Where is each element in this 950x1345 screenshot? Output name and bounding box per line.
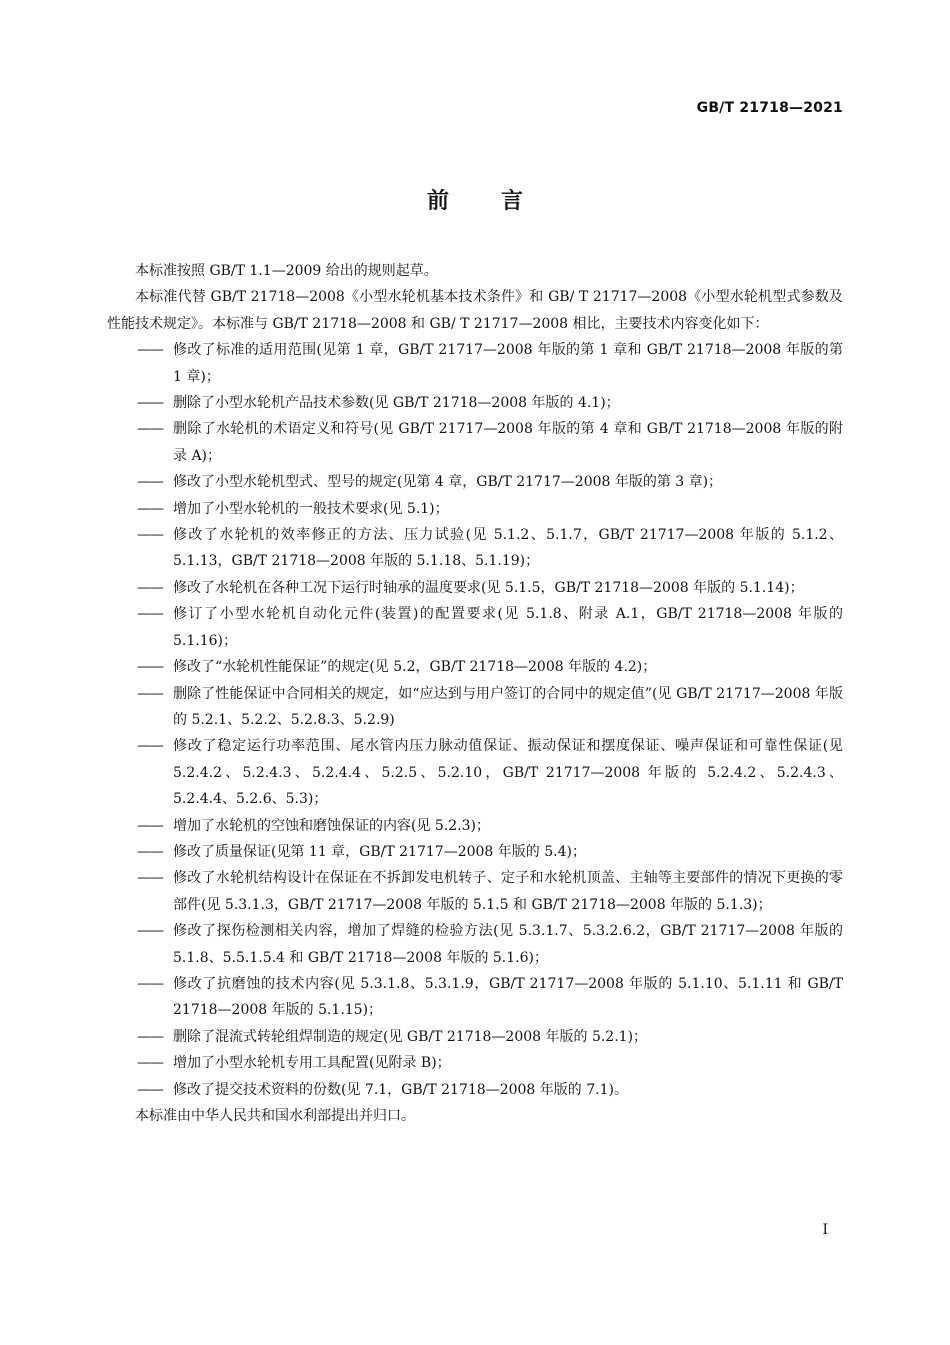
dash-marker: ——	[137, 659, 163, 676]
list-item	[107, 601, 843, 654]
dash-marker: ——	[137, 975, 163, 992]
dash-marker: ——	[137, 923, 163, 940]
list-item	[107, 865, 843, 918]
dash-marker: ——	[137, 342, 163, 359]
list-item-text: 删除了性能保证中合同相关的规定，如“应达到与用户签订的合同中的规定值”(见 GB/T 21717—2008 年版的 5.2.1、5.2.2、5.2.8.3、5.2.9)	[173, 685, 843, 728]
page-number: I	[822, 1222, 828, 1238]
list-item-text: 增加了水轮机的空蚀和磨蚀保证的内容(见 5.2.3)；	[173, 817, 490, 834]
list-item-text: 修改了“水轮机性能保证”的规定(见 5.2，GB/T 21718—2008 年版的 4.2)；	[173, 659, 657, 676]
dash-marker: ——	[137, 738, 163, 755]
list-item	[107, 654, 843, 680]
list-item-text: 修订了小型水轮机自动化元件(装置)的配置要求(见 5.1.8、附录 A.1，GB/T 21718—2008 年版的 5.1.16)；	[173, 606, 843, 649]
list-item-text: 修改了小型水轮机型式、型号的规定(见第 4 章，GB/T 21717—2008 年版的第 3 章)；	[173, 474, 723, 491]
list-item	[107, 416, 843, 469]
list-item-text: 修改了水轮机的效率修正的方法、压力试验(见 5.1.2、5.1.7，GB/T 21717—2008 年版的 5.1.2、5.1.13，GB/T 21718—2008 年版的 5.1.18、5.1.19)；	[173, 527, 843, 570]
dash-marker: ——	[137, 395, 163, 412]
list-item-text: 删除了小型水轮机产品技术参数(见 GB/T 21718—2008 年版的 4.1)；	[173, 395, 620, 412]
list-item-text: 修改了抗磨蚀的技术内容(见 5.3.1.8、5.3.1.9，GB/T 21717—2008 年版的 5.1.10、5.1.11 和 GB/T 21718—2008 年版的 5.1.15)；	[173, 975, 843, 1019]
list-item-text: 删除了混流式转轮组焊制造的规定(见 GB/T 21718—2008 年版的 5.2.1)；	[173, 1028, 648, 1045]
list-item	[107, 390, 843, 416]
list-item	[107, 971, 843, 1024]
closing-paragraph: 本标准由中华人民共和国水利部提出并归口。	[135, 1108, 415, 1124]
dash-marker: ——	[137, 1055, 163, 1072]
dash-marker: ——	[137, 1028, 163, 1045]
list-item-text: 修改了探伤检测相关内容，增加了焊缝的检验方法(见 5.3.1.7、5.3.2.6.2，GB/T 21717—2008 年版的 5.1.8、5.5.1.5.4 和 GB/T 21718—2008 年版的 5.1.6)；	[173, 923, 843, 966]
foreword-body	[107, 258, 843, 1129]
list-item-text: 修改了标准的适用范围(见第 1 章，GB/T 21717—2008 年版的第 1 章和 GB/T 21718—2008 年版的第 1 章)；	[173, 342, 843, 385]
standard-number: GB/T 21718—2021	[696, 100, 843, 116]
dash-marker: ——	[137, 421, 163, 438]
list-item-text: 增加了小型水轮机的一般技术要求(见 5.1)；	[173, 500, 449, 517]
dash-marker: ——	[137, 474, 163, 491]
list-item-text: 修改了水轮机在各种工况下运行时轴承的温度要求(见 5.1.5，GB/T 21718—2008 年版的 5.1.14)；	[173, 579, 804, 596]
intro-paragraph-1: 本标准按照 GB/T 1.1—2009 给出的规则起草。	[135, 263, 438, 279]
dash-marker: ——	[137, 579, 163, 596]
list-item-text: 修改了质量保证(见第 11 章，GB/T 21717—2008 年版的 5.4)；	[173, 843, 586, 860]
dash-marker: ——	[137, 527, 163, 544]
list-item-text: 修改了水轮机结构设计在保证在不拆卸发电机转子、定子和水轮机顶盖、主轴等主要部件的情况下更换的零部件(见 5.3.1.3，GB/T 21717—2008 年版的 5.1.5 和 GB/T 21718—2008 年版的 5.1.3)；	[173, 870, 843, 913]
list-item	[107, 839, 843, 865]
dash-marker: ——	[137, 817, 163, 834]
page-title: 前言	[426, 189, 575, 214]
list-item	[107, 337, 843, 390]
dash-marker: ——	[137, 1081, 163, 1098]
list-item	[107, 1024, 843, 1050]
list-item	[107, 575, 843, 601]
list-item	[107, 496, 843, 522]
list-item	[107, 918, 843, 971]
list-item	[107, 733, 843, 812]
list-item	[107, 1050, 843, 1076]
list-item-text: 增加了小型水轮机专用工具配置(见附录 B)；	[173, 1055, 451, 1072]
intro-paragraph-2: 本标准代替 GB/T 21718—2008《小型水轮机基本技术条件》和 GB/ T 21717—2008《小型水轮机型式参数及性能技术规定》。本标准与 GB/T 21718—2008 和 GB/ T 21717—2008 相比，主要技术内容变化如下：	[107, 289, 843, 332]
list-item	[107, 681, 843, 734]
list-item	[107, 1077, 843, 1103]
list-item-text: 删除了水轮机的术语定义和符号(见 GB/T 21717—2008 年版的第 4 章和 GB/T 21718—2008 年版的附录 A)；	[173, 421, 843, 464]
dash-marker: ——	[137, 870, 163, 887]
list-item-text: 修改了提交技术资料的份数(见 7.1，GB/T 21718—2008 年版的 7.1)。	[173, 1081, 628, 1098]
list-item	[107, 522, 843, 575]
changes-list	[107, 337, 843, 1103]
list-item	[107, 813, 843, 839]
dash-marker: ——	[137, 843, 163, 860]
dash-marker: ——	[137, 500, 163, 517]
dash-marker: ——	[137, 606, 163, 623]
dash-marker: ——	[137, 685, 163, 702]
list-item-text: 修改了稳定运行功率范围、尾水管内压力脉动值保证、振动保证和摆度保证、噪声保证和可靠性保证(见 5.2.4.2、5.2.4.3、5.2.4.4、5.2.5、5.2.10，GB/T 21717—2008 年版的 5.2.4.2、5.2.4.3、5.2.4.4、5.2.6、5.3)；	[173, 738, 843, 808]
list-item	[107, 469, 843, 495]
